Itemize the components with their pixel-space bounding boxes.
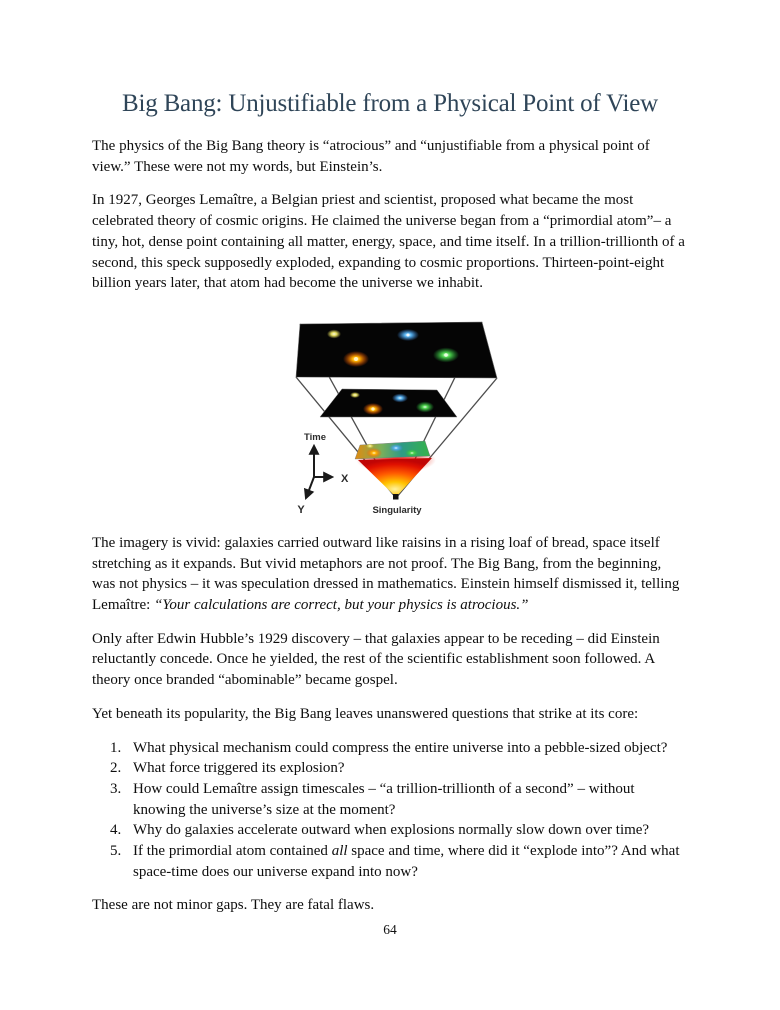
list-item-text: What force triggered its explosion? — [133, 760, 345, 777]
galaxy-green-icon — [416, 401, 434, 412]
page-number: 64 — [383, 922, 397, 937]
page-title: Big Bang: Unjustifiable from a Physical Point of View — [122, 90, 658, 117]
list-item-text-italic: all — [331, 843, 348, 860]
universe-plane-mid — [320, 389, 457, 417]
axes — [306, 446, 332, 498]
galaxy-yellow-icon — [366, 443, 374, 448]
galaxy-yellow-icon — [327, 329, 341, 338]
list-item — [92, 841, 688, 882]
paragraph-hubble: Only after Edwin Hubble’s 1929 discovery – that galaxies appear to be receding – did Einstein reluctantly concede. Once he yielded, the rest of the scientific establishment soon followed. A theory once branded “abominable” became gospel. — [92, 630, 660, 689]
list-item — [92, 779, 688, 820]
list-item-text: Why do galaxies accelerate outward when explosions normally slow down over time? — [133, 822, 650, 839]
singularity-label: Singularity — [372, 504, 422, 516]
singularity-point — [393, 494, 399, 500]
expansion-diagram-figure — [270, 307, 510, 524]
paragraph-intro: The physics of the Big Bang theory is “atrocious” and “unjustifiable from a physical point of view.” These were not my words, but Einstein’s. — [92, 138, 650, 175]
paragraph-lemaitre: In 1927, Georges Lemaître, a Belgian priest and scientist, proposed what became the most celebrated theory of cosmic origins. He claimed the universe began from a “primordial atom”– a tiny, hot, dense point containing all matter, energy, space, and time itself. In a trillion-trillionth of a second, this speck supposedly exploded, expanding to cosmic proportions. Thirteen-point-eight billion years later, that atom had become the universe we inhabit. — [92, 192, 685, 292]
list-number: 5. — [110, 843, 122, 860]
x-axis-label: X — [341, 472, 349, 485]
paragraph-imagery-text: The imagery is vivid: galaxies carried outward like raisins in a rising loaf of bread, space itself stretching as it expands. But vivid metaphors are not proof. The Big Bang, from the beginning, was not physics – it was speculation dressed in mathematics. Einstein himself dismissed it, telling Lemaître: — [92, 534, 680, 614]
big-bang-lightcone-diagram — [270, 307, 510, 519]
einstein-quote: “Your calculations are correct, but your physics is atrocious.” — [154, 597, 529, 614]
time-axis-label: Time — [303, 431, 327, 443]
fireball-cone — [358, 458, 432, 497]
galaxy-blue-icon — [392, 393, 408, 402]
list-item-text: How could Lemaître assign timescales – “a trillion-trillionth of a second” – without knowing the universe’s size at the moment? — [133, 780, 635, 818]
list-number: 2. — [110, 760, 122, 777]
list-item-text: What physical mechanism could compress the entire universe into a pebble-sized object? — [133, 739, 668, 756]
list-number: 3. — [110, 780, 122, 797]
list-item — [92, 738, 688, 759]
list-item — [92, 758, 688, 779]
universe-plane-late — [296, 322, 497, 378]
galaxy-green-icon — [405, 449, 419, 457]
y-axis-arrow — [306, 477, 314, 498]
galaxy-orange-icon — [366, 448, 382, 458]
questions-list — [92, 738, 688, 883]
list-number: 1. — [110, 739, 122, 756]
paragraph-conclusion: These are not minor gaps. They are fatal flaws. — [92, 897, 375, 914]
list-item-text-post: space and time, where did it “explode into”? And what space-time does our universe expand into now? — [133, 843, 680, 880]
galaxy-yellow-icon — [350, 392, 360, 398]
list-item-text — [133, 841, 688, 882]
list-number: 4. — [110, 822, 122, 839]
list-item-text-pre: If the primordial atom contained — [133, 843, 332, 860]
list-item — [92, 820, 688, 841]
galaxy-blue-icon — [389, 444, 403, 452]
paragraph-questions-intro: Yet beneath its popularity, the Big Bang leaves unanswered questions that strike at its core: — [92, 705, 639, 722]
y-axis-label: Y — [297, 503, 305, 516]
paragraph-imagery — [92, 533, 688, 616]
